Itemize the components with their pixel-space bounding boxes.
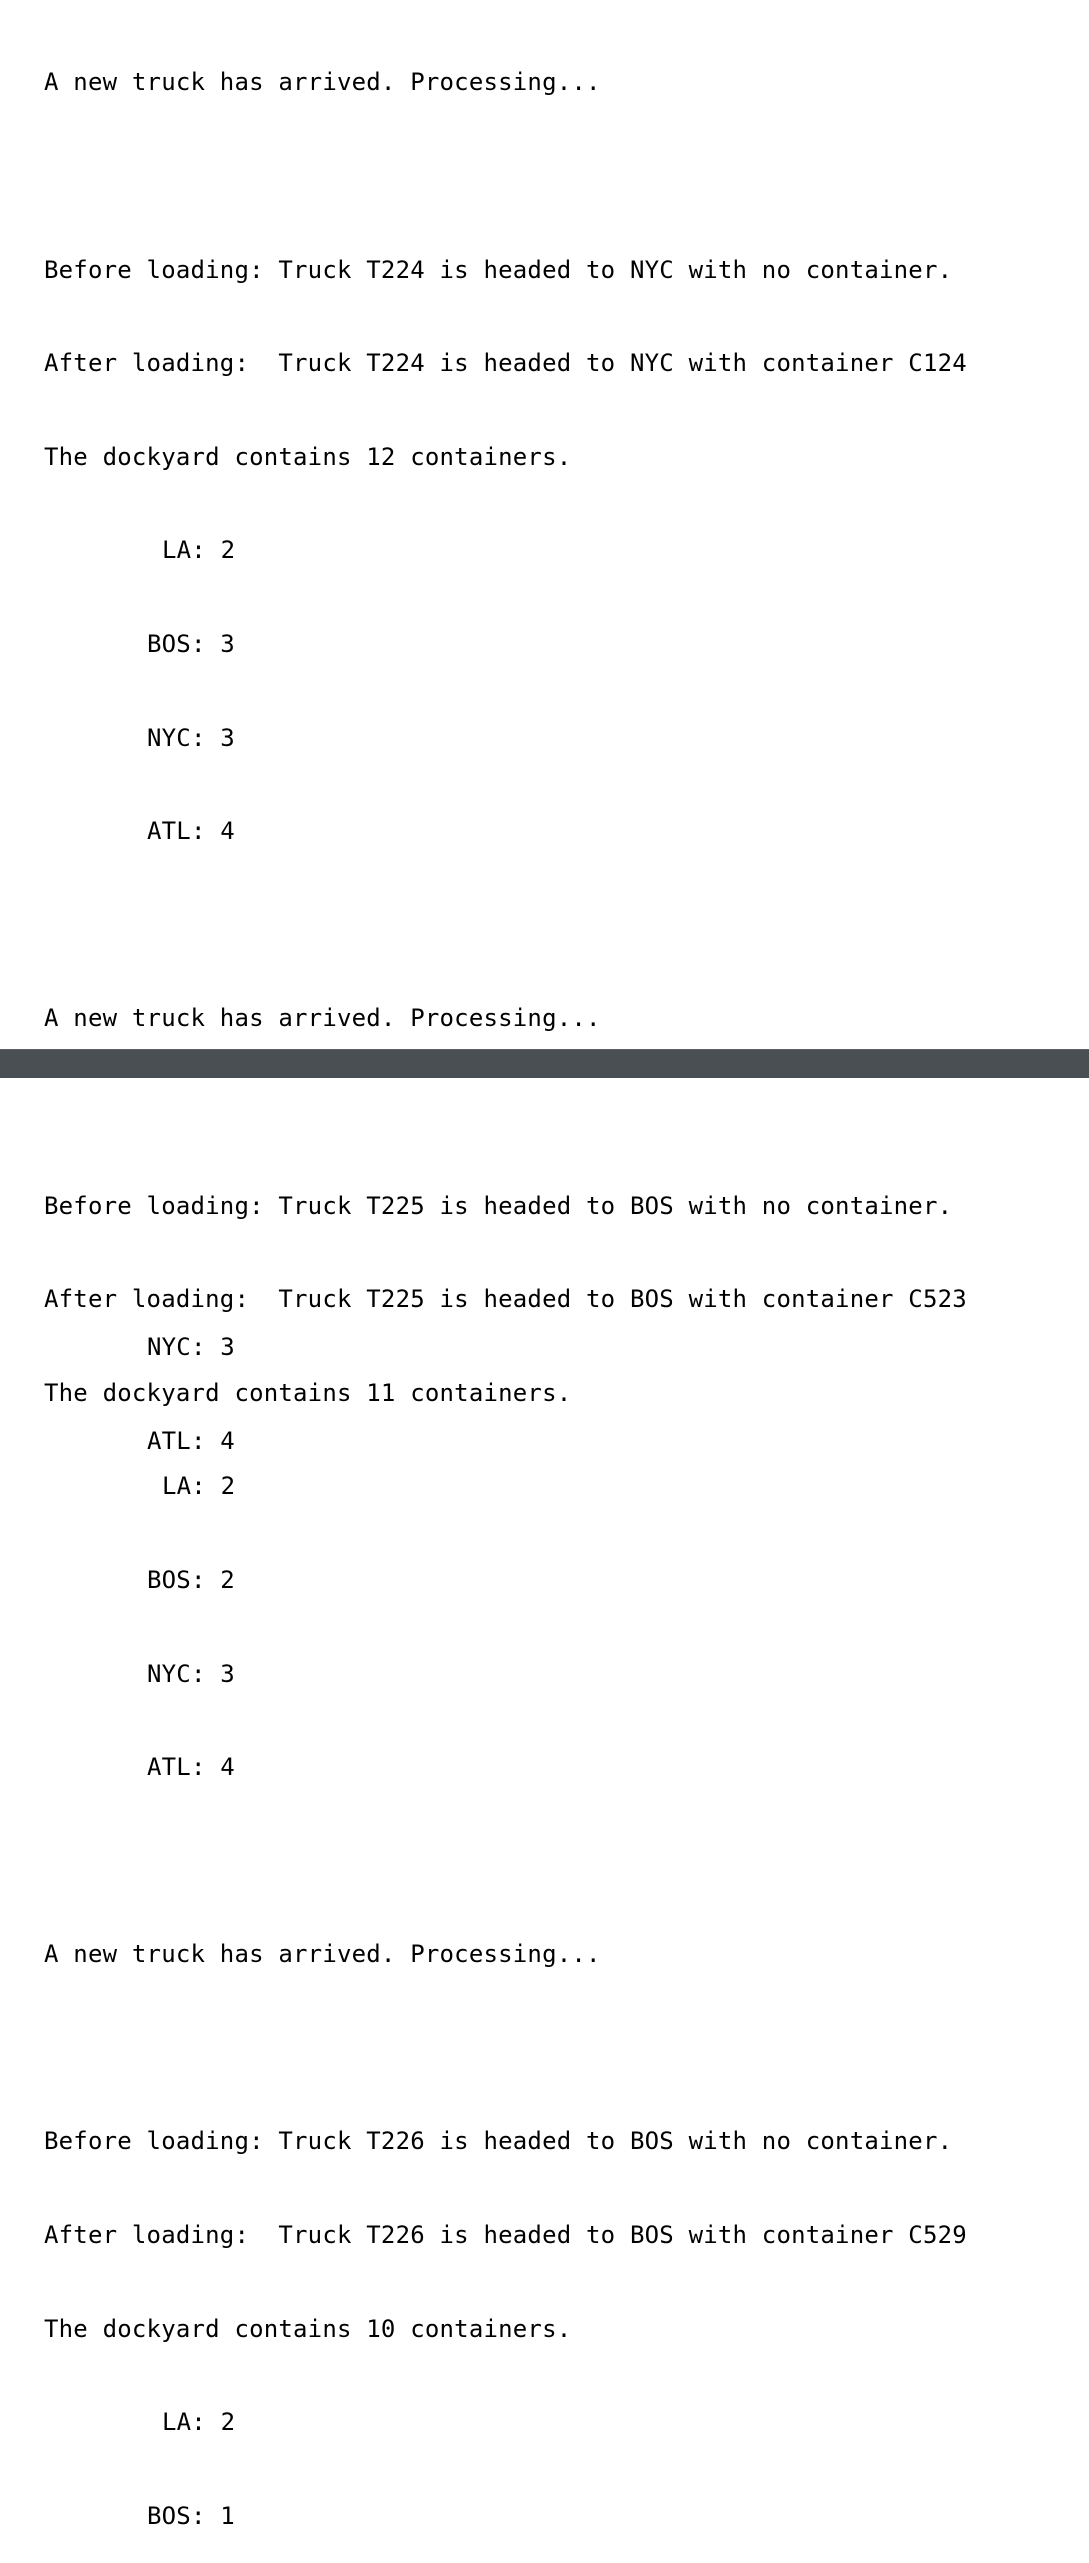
after-loading-line: After loading: Truck T224 is headed to NYC with container C124 xyxy=(44,349,967,378)
arrival-line: A new truck has arrived. Processing... xyxy=(44,1004,601,1033)
count-atl: ATL: 4 xyxy=(147,817,235,846)
count-la: LA: 2 xyxy=(162,2408,236,2437)
count-atl: ATL: 4 xyxy=(147,1427,235,1455)
dockyard-summary-line: The dockyard contains 10 containers. xyxy=(44,2314,572,2343)
dockyard-summary-line: The dockyard contains 11 containers. xyxy=(44,1378,572,1407)
count-bos: BOS: 2 xyxy=(147,1565,235,1594)
blank-line xyxy=(44,2033,967,2064)
count-la: LA: 2 xyxy=(162,1472,236,1501)
count-la: LA: 2 xyxy=(162,536,236,565)
dockyard-summary-line: The dockyard contains 12 containers. xyxy=(44,442,572,471)
arrival-line: A new truck has arrived. Processing... xyxy=(44,68,601,97)
count-nyc: NYC: 3 xyxy=(147,723,235,752)
count-bos: BOS: 1 xyxy=(147,2501,235,2530)
count-nyc: NYC: 3 xyxy=(147,1333,235,1362)
before-loading-line: Before loading: Truck T226 is headed to BOS with no container. xyxy=(44,2127,953,2156)
count-nyc: NYC: 3 xyxy=(147,1659,235,1688)
after-loading-line: After loading: Truck T226 is headed to BOS with container C529 xyxy=(44,2221,967,2250)
console-output-bottom xyxy=(44,1270,235,1488)
blank-line xyxy=(44,910,967,941)
after-loading-line: After loading: Truck T225 is headed to BOS with container C523 xyxy=(44,1285,967,1314)
blank-line xyxy=(44,161,967,192)
before-loading-line: Before loading: Truck T224 is headed to NYC with no container. xyxy=(44,255,953,284)
arrival-line: A new truck has arrived. Processing... xyxy=(44,1940,601,1969)
count-atl: ATL: 4 xyxy=(147,1753,235,1782)
blank-line xyxy=(44,1846,967,1877)
count-bos: BOS: 3 xyxy=(147,629,235,658)
blank-line xyxy=(44,1097,967,1128)
before-loading-line: Before loading: Truck T225 is headed to BOS with no container. xyxy=(44,1191,953,1220)
